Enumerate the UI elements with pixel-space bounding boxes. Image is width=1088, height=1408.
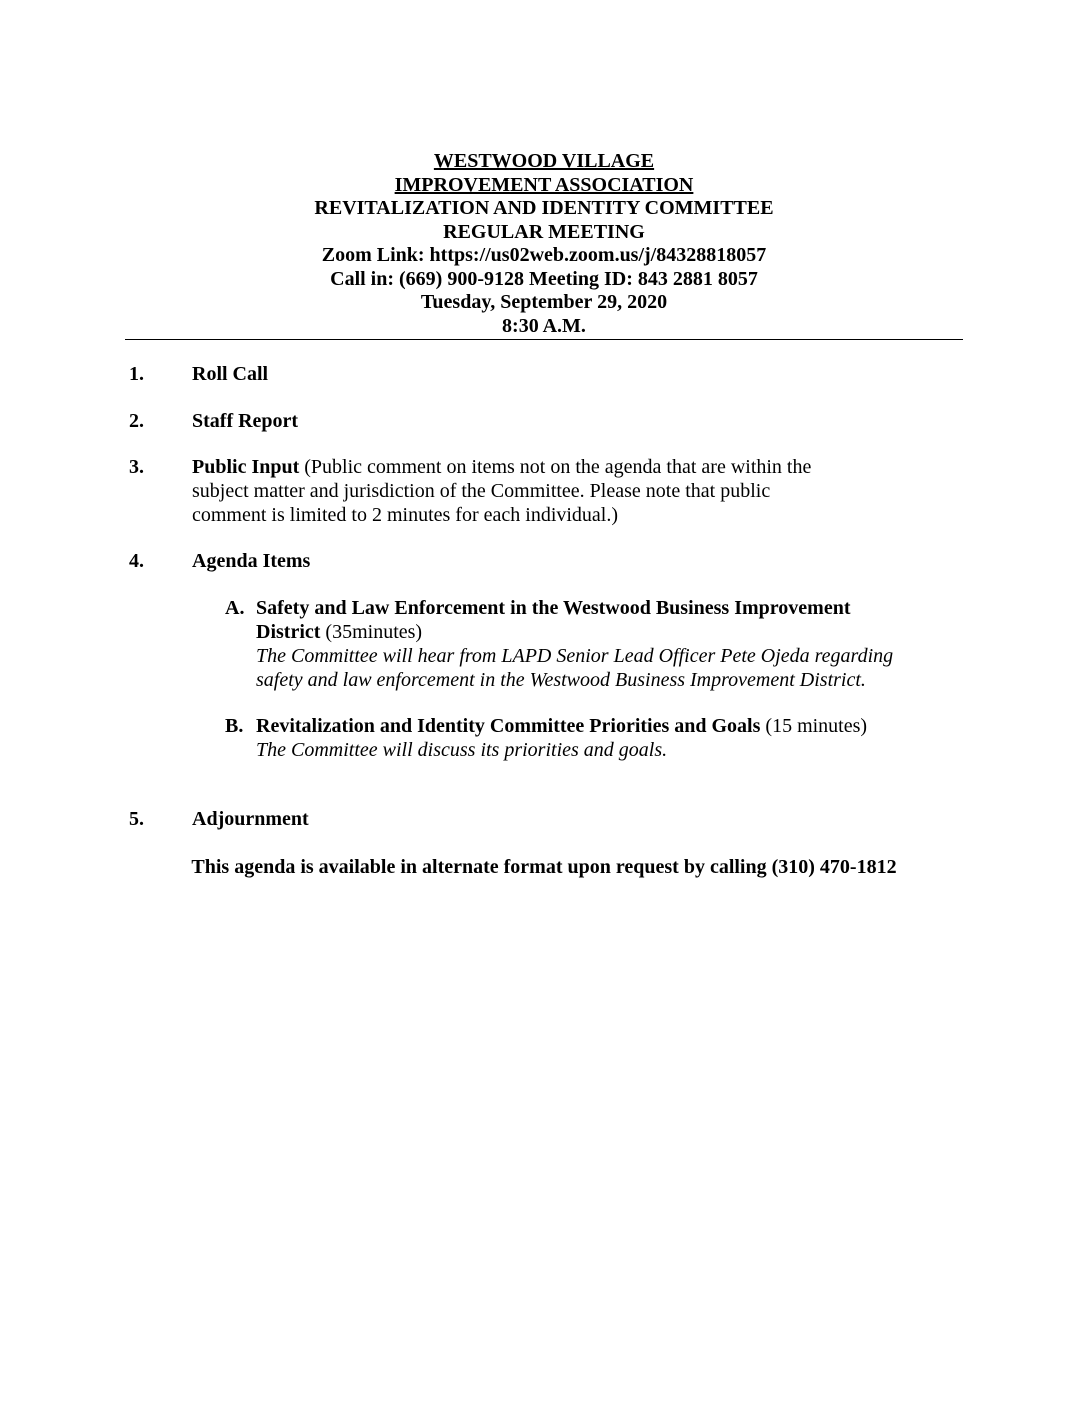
agenda-header [125, 150, 963, 338]
item-number: 5. [129, 808, 144, 830]
item-number: 4. [129, 550, 144, 572]
item-title: Staff Report [192, 410, 299, 432]
sub-item-title-line2: District [256, 621, 321, 643]
accessibility-notice: This agenda is available in alternate format upon request by calling (310) 470-1812 [191, 856, 897, 878]
item-title: Adjournment [192, 808, 309, 830]
item-description-line3: comment is limited to 2 minutes for each individual.) [192, 504, 619, 526]
sub-item-body [256, 714, 976, 762]
item-body [192, 455, 912, 527]
sub-item-duration: (15 minutes) [760, 715, 868, 737]
item-title: Agenda Items [192, 550, 311, 572]
call-in-info: Call in: (669) 900-9128 Meeting ID: 843 2881 8057 [330, 267, 758, 290]
sub-item-description-line1: The Committee will hear from LAPD Senior Lead Officer Pete Ojeda regarding [256, 645, 894, 667]
item-number: 2. [129, 410, 144, 432]
sub-item-title: Revitalization and Identity Committee Priorities and Goals [256, 715, 761, 737]
item-description-line2: subject matter and jurisdiction of the Committee. Please note that public [192, 480, 771, 502]
item-number: 1. [129, 363, 144, 385]
org-name-line2: IMPROVEMENT ASSOCIATION [394, 173, 694, 196]
sub-item-duration: (35minutes) [320, 621, 423, 643]
sub-item-body [256, 596, 976, 692]
item-title: Roll Call [192, 363, 269, 385]
zoom-link[interactable]: Zoom Link: https://us02web.zoom.us/j/84328818057 [321, 244, 767, 266]
meeting-date: Tuesday, September 29, 2020 [420, 291, 668, 313]
org-name-line1: WESTWOOD VILLAGE [433, 150, 655, 172]
sub-item-title-line1: Safety and Law Enforcement in the Westwood Business Improvement [256, 597, 851, 619]
sub-item-letter: A. [225, 597, 245, 619]
item-number: 3. [129, 456, 144, 478]
item-description-line1: (Public comment on items not on the agenda that are within the [299, 456, 812, 478]
sub-item-description-line2: safety and law enforcement in the Westwood Business Improvement District. [256, 669, 866, 691]
committee-name: REVITALIZATION AND IDENTITY COMMITTEE [314, 197, 774, 219]
sub-item-description: The Committee will discuss its priorities and goals. [256, 739, 668, 761]
meeting-time: 8:30 A.M. [502, 314, 586, 337]
header-divider [125, 339, 963, 340]
sub-item-letter: B. [225, 715, 244, 737]
meeting-type: REGULAR MEETING [443, 220, 645, 243]
item-title: Public Input [192, 456, 300, 478]
